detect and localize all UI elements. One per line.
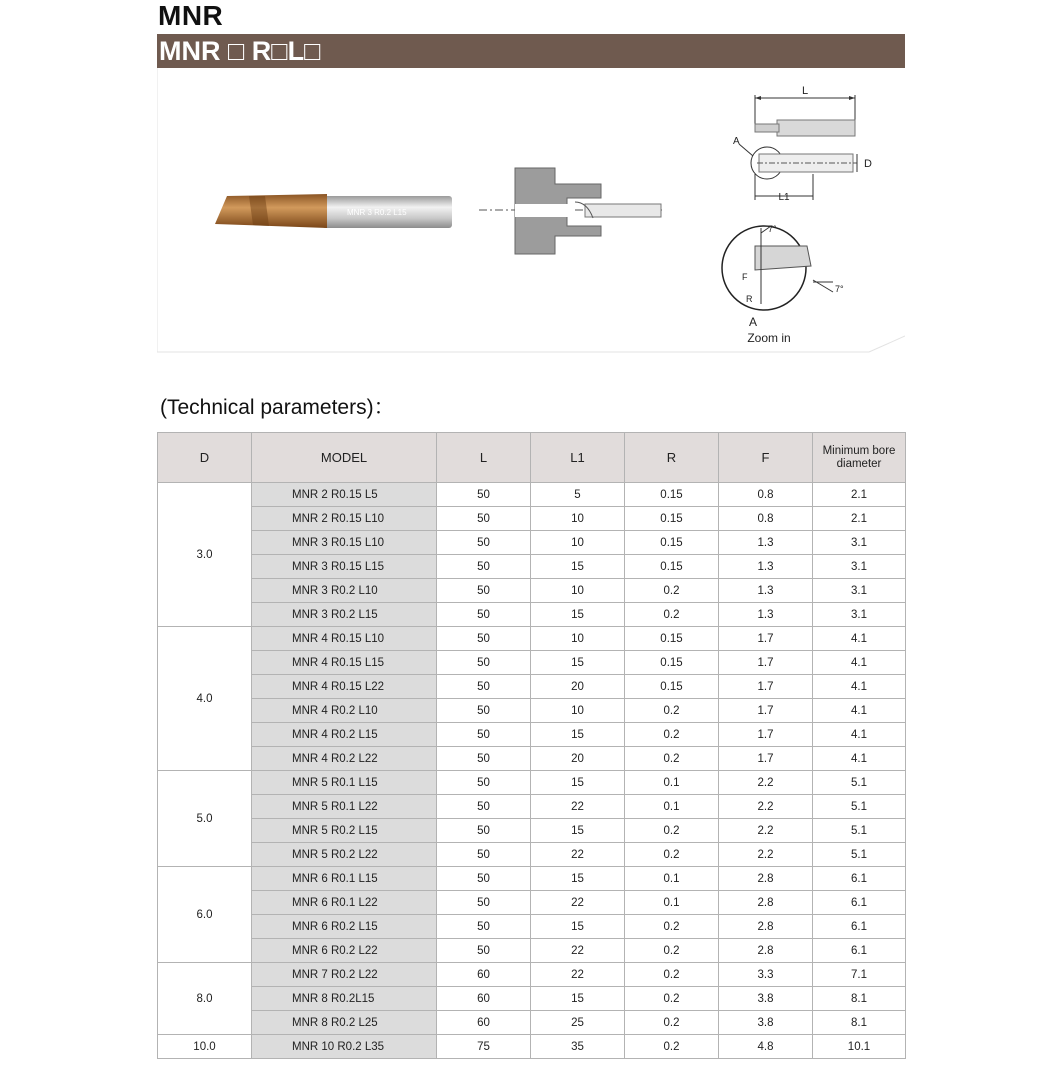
r-cell: 0.2 bbox=[625, 579, 719, 603]
l1-cell: 22 bbox=[531, 963, 625, 987]
f-cell: 1.7 bbox=[719, 651, 813, 675]
l-cell: 50 bbox=[437, 843, 531, 867]
min-bore-cell: 8.1 bbox=[813, 987, 906, 1011]
model-cell: MNR 6 R0.1 L22 bbox=[252, 891, 437, 915]
table-row bbox=[158, 915, 906, 939]
l-cell: 50 bbox=[437, 891, 531, 915]
header-l: L bbox=[437, 433, 531, 483]
l-cell: 50 bbox=[437, 747, 531, 771]
min-bore-cell: 4.1 bbox=[813, 651, 906, 675]
model-cell: MNR 2 R0.15 L5 bbox=[252, 483, 437, 507]
model-cell: MNR 8 R0.2 L25 bbox=[252, 1011, 437, 1035]
l-cell: 50 bbox=[437, 603, 531, 627]
f-cell: 1.7 bbox=[719, 723, 813, 747]
zoom-caption-letter: A bbox=[748, 315, 758, 329]
table-row bbox=[158, 531, 906, 555]
l-cell: 50 bbox=[437, 651, 531, 675]
model-cell: MNR 2 R0.15 L10 bbox=[252, 507, 437, 531]
table-row bbox=[158, 867, 906, 891]
r-cell: 0.2 bbox=[625, 915, 719, 939]
l-cell: 50 bbox=[437, 627, 531, 651]
model-cell: MNR 5 R0.1 L15 bbox=[252, 771, 437, 795]
r-cell: 0.2 bbox=[625, 723, 719, 747]
f-cell: 1.3 bbox=[719, 603, 813, 627]
tool-marking: MNR 3 R0.2 L15 bbox=[347, 208, 407, 217]
l1-cell: 15 bbox=[531, 723, 625, 747]
table-row bbox=[158, 555, 906, 579]
table-row bbox=[158, 627, 906, 651]
table-row bbox=[158, 891, 906, 915]
l1-cell: 22 bbox=[531, 795, 625, 819]
r-cell: 0.15 bbox=[625, 531, 719, 555]
l1-cell: 22 bbox=[531, 891, 625, 915]
table-row bbox=[158, 651, 906, 675]
l1-cell: 10 bbox=[531, 507, 625, 531]
header-l1: L1 bbox=[531, 433, 625, 483]
min-bore-cell: 5.1 bbox=[813, 795, 906, 819]
label-angle-side: 7° bbox=[835, 284, 844, 294]
model-cell: MNR 7 R0.2 L22 bbox=[252, 963, 437, 987]
table-row bbox=[158, 507, 906, 531]
table-row bbox=[158, 771, 906, 795]
table-header-row bbox=[158, 433, 906, 483]
f-cell: 2.8 bbox=[719, 891, 813, 915]
diameter-cell: 3.0 bbox=[158, 483, 252, 627]
r-cell: 0.2 bbox=[625, 699, 719, 723]
l-cell: 50 bbox=[437, 939, 531, 963]
l1-cell: 22 bbox=[531, 939, 625, 963]
model-cell: MNR 3 R0.2 L10 bbox=[252, 579, 437, 603]
r-cell: 0.1 bbox=[625, 891, 719, 915]
min-bore-cell: 8.1 bbox=[813, 1011, 906, 1035]
r-cell: 0.1 bbox=[625, 867, 719, 891]
l-cell: 50 bbox=[437, 531, 531, 555]
l-cell: 50 bbox=[437, 723, 531, 747]
model-cell: MNR 3 R0.2 L15 bbox=[252, 603, 437, 627]
l-cell: 50 bbox=[437, 699, 531, 723]
l-cell: 50 bbox=[437, 579, 531, 603]
model-cell: MNR 6 R0.2 L15 bbox=[252, 915, 437, 939]
model-cell: MNR 5 R0.2 L15 bbox=[252, 819, 437, 843]
f-cell: 1.7 bbox=[719, 747, 813, 771]
r-cell: 0.1 bbox=[625, 795, 719, 819]
min-bore-cell: 6.1 bbox=[813, 939, 906, 963]
model-cell: MNR 3 R0.15 L15 bbox=[252, 555, 437, 579]
model-cell: MNR 5 R0.2 L22 bbox=[252, 843, 437, 867]
min-bore-cell: 3.1 bbox=[813, 603, 906, 627]
l1-cell: 15 bbox=[531, 819, 625, 843]
min-bore-cell: 6.1 bbox=[813, 915, 906, 939]
l1-cell: 5 bbox=[531, 483, 625, 507]
f-cell: 2.8 bbox=[719, 867, 813, 891]
l1-cell: 15 bbox=[531, 915, 625, 939]
r-cell: 0.2 bbox=[625, 843, 719, 867]
l1-cell: 15 bbox=[531, 867, 625, 891]
header-model: MODEL bbox=[252, 433, 437, 483]
r-cell: 0.15 bbox=[625, 675, 719, 699]
model-cell: MNR 4 R0.2 L22 bbox=[252, 747, 437, 771]
r-cell: 0.15 bbox=[625, 507, 719, 531]
page-title: MNR bbox=[158, 0, 224, 31]
table-row bbox=[158, 579, 906, 603]
f-cell: 1.3 bbox=[719, 579, 813, 603]
section-title: (Technical parameters)： bbox=[160, 396, 395, 419]
table-row bbox=[158, 723, 906, 747]
l-cell: 50 bbox=[437, 819, 531, 843]
f-cell: 2.2 bbox=[719, 795, 813, 819]
min-bore-cell: 3.1 bbox=[813, 555, 906, 579]
model-cell: MNR 10 R0.2 L35 bbox=[252, 1035, 437, 1059]
label-F: F bbox=[742, 272, 748, 282]
f-cell: 2.8 bbox=[719, 939, 813, 963]
table-body bbox=[158, 483, 906, 1059]
model-cell: MNR 6 R0.2 L22 bbox=[252, 939, 437, 963]
l1-cell: 15 bbox=[531, 555, 625, 579]
f-cell: 1.7 bbox=[719, 699, 813, 723]
l-cell: 60 bbox=[437, 987, 531, 1011]
table-row bbox=[158, 675, 906, 699]
l1-cell: 15 bbox=[531, 987, 625, 1011]
table-row bbox=[158, 1011, 906, 1035]
r-cell: 0.2 bbox=[625, 747, 719, 771]
model-cell: MNR 6 R0.1 L15 bbox=[252, 867, 437, 891]
r-cell: 0.15 bbox=[625, 483, 719, 507]
l-cell: 50 bbox=[437, 675, 531, 699]
table-row bbox=[158, 483, 906, 507]
f-cell: 2.2 bbox=[719, 771, 813, 795]
l-cell: 50 bbox=[437, 507, 531, 531]
table-row bbox=[158, 963, 906, 987]
diameter-cell: 5.0 bbox=[158, 771, 252, 867]
l1-cell: 10 bbox=[531, 627, 625, 651]
table-row bbox=[158, 843, 906, 867]
model-cell: MNR 3 R0.15 L10 bbox=[252, 531, 437, 555]
banner-text: MNR □ R□L□ bbox=[159, 36, 321, 66]
l-cell: 50 bbox=[437, 555, 531, 579]
l-cell: 50 bbox=[437, 483, 531, 507]
model-cell: MNR 4 R0.15 L10 bbox=[252, 627, 437, 651]
r-cell: 0.2 bbox=[625, 1011, 719, 1035]
header-f: F bbox=[719, 433, 813, 483]
l1-cell: 35 bbox=[531, 1035, 625, 1059]
r-cell: 0.2 bbox=[625, 819, 719, 843]
model-cell: MNR 4 R0.2 L15 bbox=[252, 723, 437, 747]
l-cell: 50 bbox=[437, 795, 531, 819]
table-row bbox=[158, 1035, 906, 1059]
diameter-cell: 8.0 bbox=[158, 963, 252, 1035]
tool-coated-tip bbox=[215, 194, 327, 228]
diameter-cell: 10.0 bbox=[158, 1035, 252, 1059]
workpiece-section-drawing bbox=[479, 168, 662, 254]
l1-cell: 25 bbox=[531, 1011, 625, 1035]
table-row bbox=[158, 603, 906, 627]
label-R: R bbox=[746, 294, 753, 304]
label-L1: L1 bbox=[778, 192, 790, 203]
parameters-table bbox=[157, 432, 906, 1059]
zoom-detail-drawing bbox=[722, 224, 844, 345]
r-cell: 0.2 bbox=[625, 963, 719, 987]
min-bore-cell: 5.1 bbox=[813, 819, 906, 843]
header-r: R bbox=[625, 433, 719, 483]
model-cell: MNR 4 R0.15 L15 bbox=[252, 651, 437, 675]
min-bore-cell: 4.1 bbox=[813, 699, 906, 723]
table-row bbox=[158, 939, 906, 963]
l-cell: 50 bbox=[437, 771, 531, 795]
diameter-cell: 4.0 bbox=[158, 627, 252, 771]
model-cell: MNR 4 R0.15 L22 bbox=[252, 675, 437, 699]
model-cell: MNR 5 R0.1 L22 bbox=[252, 795, 437, 819]
l1-cell: 15 bbox=[531, 771, 625, 795]
min-bore-cell: 5.1 bbox=[813, 843, 906, 867]
table-row bbox=[158, 987, 906, 1011]
label-A: A bbox=[733, 136, 740, 147]
min-bore-cell: 6.1 bbox=[813, 891, 906, 915]
l1-cell: 10 bbox=[531, 531, 625, 555]
r-cell: 0.15 bbox=[625, 555, 719, 579]
f-cell: 0.8 bbox=[719, 507, 813, 531]
f-cell: 3.3 bbox=[719, 963, 813, 987]
f-cell: 1.3 bbox=[719, 555, 813, 579]
table-row bbox=[158, 699, 906, 723]
table-row bbox=[158, 795, 906, 819]
min-bore-cell: 4.1 bbox=[813, 723, 906, 747]
min-bore-cell: 3.1 bbox=[813, 531, 906, 555]
min-bore-cell: 3.1 bbox=[813, 579, 906, 603]
min-bore-cell: 10.1 bbox=[813, 1035, 906, 1059]
f-cell: 1.3 bbox=[719, 531, 813, 555]
min-bore-cell: 7.1 bbox=[813, 963, 906, 987]
r-cell: 0.2 bbox=[625, 603, 719, 627]
r-cell: 0.15 bbox=[625, 651, 719, 675]
l1-cell: 10 bbox=[531, 699, 625, 723]
label-L: L bbox=[801, 85, 809, 97]
diameter-cell: 6.0 bbox=[158, 867, 252, 963]
f-cell: 3.8 bbox=[719, 1011, 813, 1035]
min-bore-cell: 5.1 bbox=[813, 771, 906, 795]
min-bore-cell: 4.1 bbox=[813, 747, 906, 771]
l-cell: 60 bbox=[437, 1011, 531, 1035]
model-cell: MNR 4 R0.2 L10 bbox=[252, 699, 437, 723]
r-cell: 0.2 bbox=[625, 1035, 719, 1059]
l1-cell: 15 bbox=[531, 603, 625, 627]
l-cell: 60 bbox=[437, 963, 531, 987]
min-bore-cell: 4.1 bbox=[813, 675, 906, 699]
f-cell: 0.8 bbox=[719, 483, 813, 507]
l1-cell: 22 bbox=[531, 843, 625, 867]
f-cell: 2.8 bbox=[719, 915, 813, 939]
min-bore-cell: 2.1 bbox=[813, 483, 906, 507]
label-angle-top: 7° bbox=[768, 224, 777, 234]
l-cell: 50 bbox=[437, 867, 531, 891]
f-cell: 2.2 bbox=[719, 843, 813, 867]
panel-curl bbox=[869, 336, 905, 352]
series-banner bbox=[157, 34, 905, 68]
table-row bbox=[158, 819, 906, 843]
model-cell: MNR 8 R0.2L15 bbox=[252, 987, 437, 1011]
min-bore-cell: 4.1 bbox=[813, 627, 906, 651]
r-cell: 0.1 bbox=[625, 771, 719, 795]
dimension-drawing-top bbox=[755, 85, 855, 136]
table-row bbox=[158, 747, 906, 771]
f-cell: 3.8 bbox=[719, 987, 813, 1011]
label-D: D bbox=[864, 158, 872, 170]
f-cell: 1.7 bbox=[719, 675, 813, 699]
l-cell: 50 bbox=[437, 915, 531, 939]
l-cell: 75 bbox=[437, 1035, 531, 1059]
zoom-caption-text: Zoom in bbox=[747, 331, 791, 345]
f-cell: 1.7 bbox=[719, 627, 813, 651]
f-cell: 4.8 bbox=[719, 1035, 813, 1059]
min-bore-cell: 2.1 bbox=[813, 507, 906, 531]
l1-cell: 20 bbox=[531, 675, 625, 699]
l1-cell: 20 bbox=[531, 747, 625, 771]
r-cell: 0.2 bbox=[625, 987, 719, 1011]
r-cell: 0.15 bbox=[625, 627, 719, 651]
min-bore-cell: 6.1 bbox=[813, 867, 906, 891]
product-figure-panel bbox=[157, 68, 905, 354]
l1-cell: 15 bbox=[531, 651, 625, 675]
f-cell: 2.2 bbox=[719, 819, 813, 843]
l1-cell: 10 bbox=[531, 579, 625, 603]
product-illustration bbox=[157, 68, 905, 354]
header-min-bore: Minimum bore diameter bbox=[813, 433, 906, 483]
tool-photo bbox=[215, 194, 452, 228]
header-d: D bbox=[158, 433, 252, 483]
r-cell: 0.2 bbox=[625, 939, 719, 963]
dimension-drawing-side bbox=[733, 136, 872, 203]
